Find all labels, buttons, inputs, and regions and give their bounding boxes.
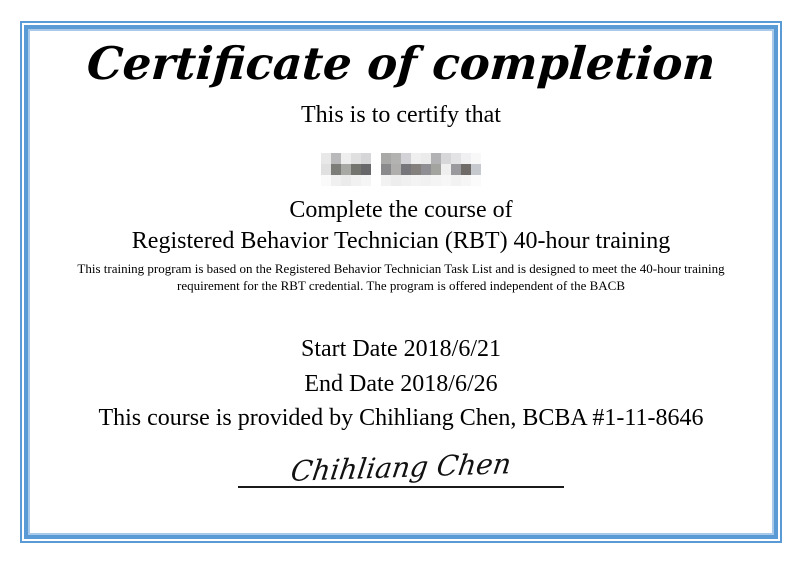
- certificate-border-thick: [24, 25, 778, 539]
- censored-pixel: [431, 153, 441, 164]
- censored-pixel: [451, 153, 461, 164]
- censored-pixel: [351, 153, 361, 164]
- censored-pixel: [471, 164, 481, 175]
- signature-line: [238, 486, 564, 488]
- censored-pixel: [321, 164, 331, 175]
- censored-pixel: [411, 175, 421, 186]
- censored-pixel: [461, 164, 471, 175]
- censored-pixel: [351, 175, 361, 186]
- censored-pixel: [371, 164, 381, 175]
- censored-pixel: [341, 153, 351, 164]
- censored-pixel: [401, 175, 411, 186]
- censored-pixel: [421, 164, 431, 175]
- censored-pixel: [411, 164, 421, 175]
- censored-pixel: [431, 164, 441, 175]
- certificate-border-inner: [28, 29, 774, 535]
- censored-pixel: [321, 153, 331, 164]
- censored-pixel: [441, 175, 451, 186]
- censored-pixel: [331, 164, 341, 175]
- censored-pixel: [401, 153, 411, 164]
- censored-pixel: [421, 153, 431, 164]
- censored-pixel: [341, 175, 351, 186]
- censored-pixel: [321, 175, 331, 186]
- censored-pixel: [381, 175, 391, 186]
- censored-pixel: [471, 153, 481, 164]
- censored-pixel: [471, 175, 481, 186]
- signature-block: [238, 447, 564, 488]
- complete-course-line: Complete the course of: [289, 196, 513, 223]
- censored-pixel: [401, 164, 411, 175]
- certificate-border-outer: [20, 21, 782, 543]
- censored-pixel: [391, 164, 401, 175]
- censored-pixel: [331, 153, 341, 164]
- censored-pixel: [441, 153, 451, 164]
- censored-pixel: [381, 164, 391, 175]
- censored-pixel: [331, 175, 341, 186]
- certify-statement: This is to certify that: [301, 101, 501, 128]
- censored-pixel: [451, 164, 461, 175]
- censored-pixel: [371, 153, 381, 164]
- censored-pixel: [441, 164, 451, 175]
- censored-pixel: [461, 175, 471, 186]
- censored-pixel: [391, 175, 401, 186]
- censored-pixel: [451, 175, 461, 186]
- course-name-line: Registered Behavior Technician (RBT) 40-hour training: [131, 227, 671, 254]
- censored-name: [321, 153, 481, 186]
- censored-pixel: [361, 175, 371, 186]
- start-date-line: Start Date 2018/6/21: [301, 335, 501, 362]
- censored-pixel: [391, 153, 401, 164]
- censored-pixel: [421, 175, 431, 186]
- censored-pixel: [361, 153, 371, 164]
- censored-pixel: [431, 175, 441, 186]
- censored-pixel: [371, 175, 381, 186]
- signature-handwriting: Chihliang Chen: [288, 447, 514, 488]
- censored-pixel: [361, 164, 371, 175]
- certificate-title: Certificate of completion: [85, 37, 718, 90]
- censored-pixel: [461, 153, 471, 164]
- censored-pixel: [381, 153, 391, 164]
- certificate-content: [30, 31, 772, 533]
- censored-pixel: [411, 153, 421, 164]
- program-disclaimer: This training program is based on the Registered Behavior Technician Task List and is designed to meet the 40-hour training requirement for the RBT credential. The program is offered independent of the BACB: [77, 260, 725, 294]
- end-date-line: End Date 2018/6/26: [304, 370, 498, 397]
- censored-pixel: [341, 164, 351, 175]
- provider-line: This course is provided by Chihliang Chen, BCBA #1-11-8646: [98, 404, 704, 431]
- censored-pixel: [351, 164, 361, 175]
